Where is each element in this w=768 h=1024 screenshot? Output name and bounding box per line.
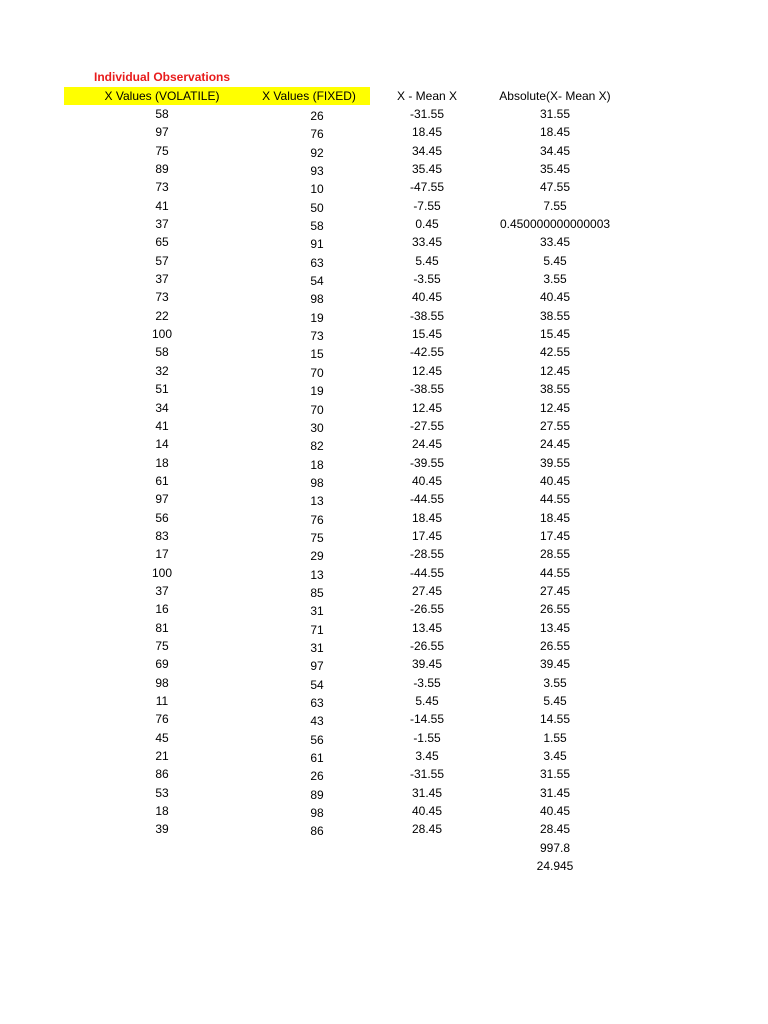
table-row <box>0 454 768 472</box>
table-row <box>0 472 768 490</box>
cell-absolute: 15.45 <box>539 327 571 342</box>
table-body <box>0 105 768 839</box>
table-row <box>0 435 768 453</box>
sheet-title: Individual Observations <box>94 70 231 84</box>
cell-fixed: 18 <box>310 457 324 472</box>
cell-deviation: -26.55 <box>409 638 445 653</box>
cell-deviation: -44.55 <box>409 565 445 580</box>
cell-absolute: 17.45 <box>539 528 571 543</box>
table-row <box>0 582 768 600</box>
cell-absolute: 5.45 <box>543 694 567 708</box>
cell-deviation: 35.45 <box>411 162 443 177</box>
cell-volatile: 97 <box>155 492 169 507</box>
cell-fixed: 98 <box>310 292 324 307</box>
table-row <box>0 564 768 582</box>
cell-deviation: 40.45 <box>411 804 443 819</box>
cell-absolute: 26.55 <box>539 638 571 653</box>
cell-absolute: 31.55 <box>539 107 571 121</box>
cell-fixed: 26 <box>310 109 324 123</box>
table-row <box>0 399 768 417</box>
cell-volatile: 14 <box>155 437 169 452</box>
table-row <box>0 527 768 545</box>
cell-volatile: 37 <box>155 272 169 287</box>
cell-fixed: 19 <box>310 310 324 325</box>
cell-fixed: 10 <box>310 182 324 197</box>
cell-volatile: 73 <box>155 180 169 195</box>
cell-deviation: 40.45 <box>411 290 443 305</box>
table-row <box>0 288 768 306</box>
cell-deviation: 0.45 <box>415 217 439 232</box>
cell-absolute: 31.55 <box>539 767 571 782</box>
table-row <box>0 637 768 655</box>
cell-fixed: 30 <box>310 420 324 435</box>
cell-deviation: 12.45 <box>411 363 443 378</box>
cell-volatile: 51 <box>155 382 169 397</box>
table-row <box>0 509 768 527</box>
cell-absolute: 1.55 <box>543 730 567 745</box>
cell-volatile: 22 <box>155 308 169 323</box>
cell-fixed: 75 <box>310 530 324 545</box>
table-row <box>0 765 768 783</box>
cell-absolute: 39.55 <box>539 455 571 470</box>
table-header-row <box>0 87 768 105</box>
cell-volatile: 56 <box>155 510 169 525</box>
cell-volatile: 100 <box>151 327 173 342</box>
cell-absolute: 3.45 <box>543 749 567 764</box>
cell-volatile: 11 <box>155 694 169 708</box>
table-row <box>0 343 768 361</box>
cell-fixed: 92 <box>310 145 324 160</box>
cell-fixed: 54 <box>310 677 324 692</box>
cell-volatile: 17 <box>155 547 169 562</box>
cell-deviation: 24.45 <box>411 437 443 452</box>
cell-deviation: -28.55 <box>409 547 445 562</box>
cell-fixed: 63 <box>310 255 324 270</box>
cell-fixed: 73 <box>310 329 324 344</box>
table-row <box>0 710 768 728</box>
cell-fixed: 76 <box>310 512 324 527</box>
totals-column <box>482 839 628 876</box>
cell-fixed: 13 <box>310 494 324 509</box>
cell-fixed: 97 <box>310 659 324 674</box>
cell-deviation: -42.55 <box>409 345 445 360</box>
cell-absolute: 12.45 <box>539 400 571 415</box>
cell-fixed: 31 <box>310 640 324 655</box>
cell-deviation: -1.55 <box>413 730 441 745</box>
cell-fixed: 98 <box>310 806 324 821</box>
cell-volatile: 37 <box>155 217 169 232</box>
cell-fixed: 71 <box>310 622 324 637</box>
cell-volatile: 61 <box>155 473 169 488</box>
cell-fixed: 63 <box>310 696 324 710</box>
table-row <box>0 142 768 160</box>
cell-volatile: 32 <box>155 363 169 378</box>
cell-fixed: 70 <box>310 365 324 380</box>
cell-fixed: 86 <box>310 824 324 839</box>
table-row <box>0 178 768 196</box>
table-row <box>0 105 768 123</box>
cell-deviation: 17.45 <box>411 528 443 543</box>
cell-volatile: 18 <box>155 804 169 819</box>
cell-volatile: 75 <box>155 143 169 158</box>
cell-deviation: -38.55 <box>409 382 445 397</box>
table-row <box>0 233 768 251</box>
table-row <box>0 674 768 692</box>
cell-absolute: 27.45 <box>539 583 571 598</box>
cell-deviation: -3.55 <box>413 272 441 287</box>
cell-absolute: 24.45 <box>539 437 571 452</box>
header-absolute: Absolute(X- Mean X) <box>499 89 611 103</box>
cell-fixed: 98 <box>310 475 324 490</box>
cell-volatile: 39 <box>155 822 169 837</box>
cell-fixed: 26 <box>310 769 324 784</box>
cell-absolute: 5.45 <box>543 253 567 268</box>
table-row <box>0 123 768 141</box>
cell-fixed: 29 <box>310 549 324 564</box>
table-row <box>0 729 768 747</box>
table-row <box>0 600 768 618</box>
cell-deviation: 40.45 <box>411 473 443 488</box>
table-row <box>0 784 768 802</box>
cell-absolute: 33.45 <box>539 235 571 250</box>
cell-absolute: 31.45 <box>539 785 571 800</box>
cell-absolute: 26.55 <box>539 602 571 617</box>
cell-volatile: 34 <box>155 400 169 415</box>
cell-volatile: 98 <box>155 675 169 690</box>
table-row <box>0 252 768 270</box>
table-row <box>0 820 768 838</box>
cell-absolute: 40.45 <box>539 804 571 819</box>
cell-volatile: 58 <box>155 345 169 360</box>
table-row <box>0 215 768 233</box>
cell-absolute: 47.55 <box>539 180 571 195</box>
cell-deviation: -3.55 <box>413 675 441 690</box>
cell-volatile: 73 <box>155 290 169 305</box>
cell-absolute: 18.45 <box>539 510 571 525</box>
cell-fixed: 31 <box>310 604 324 619</box>
cell-deviation: -39.55 <box>409 455 445 470</box>
table-row <box>0 380 768 398</box>
total-mean: 24.945 <box>536 859 574 874</box>
cell-volatile: 41 <box>155 198 169 213</box>
cell-volatile: 89 <box>155 162 169 177</box>
cell-absolute: 12.45 <box>539 363 571 378</box>
cell-volatile: 97 <box>155 125 169 140</box>
cell-fixed: 61 <box>310 751 324 766</box>
cell-deviation: 28.45 <box>411 822 443 837</box>
cell-volatile: 83 <box>155 528 169 543</box>
cell-volatile: 75 <box>155 638 169 653</box>
cell-fixed: 91 <box>310 237 324 252</box>
cell-fixed: 13 <box>310 567 324 582</box>
cell-absolute: 34.45 <box>539 143 571 158</box>
cell-deviation: -27.55 <box>409 418 445 433</box>
cell-fixed: 85 <box>310 585 324 600</box>
cell-deviation: 13.45 <box>411 620 443 635</box>
cell-fixed: 43 <box>310 714 324 729</box>
cell-volatile: 16 <box>155 602 169 617</box>
header-fixed: X Values (FIXED) <box>248 87 370 105</box>
cell-deviation: -7.55 <box>413 198 441 213</box>
cell-deviation: -31.55 <box>409 767 445 782</box>
cell-absolute: 42.55 <box>539 345 571 360</box>
cell-fixed: 50 <box>310 200 324 215</box>
cell-volatile: 81 <box>155 620 169 635</box>
table-row <box>0 619 768 637</box>
cell-volatile: 86 <box>155 767 169 782</box>
cell-deviation: 5.45 <box>415 694 439 708</box>
cell-deviation: -31.55 <box>409 107 445 121</box>
cell-absolute: 40.45 <box>539 473 571 488</box>
cell-deviation: 18.45 <box>411 510 443 525</box>
table-row <box>0 362 768 380</box>
cell-deviation: 12.45 <box>411 400 443 415</box>
cell-deviation: 39.45 <box>411 657 443 672</box>
table-row <box>0 692 768 710</box>
cell-fixed: 89 <box>310 787 324 802</box>
cell-absolute: 14.55 <box>539 712 571 727</box>
table-row <box>0 490 768 508</box>
cell-absolute: 3.55 <box>543 272 567 287</box>
cell-deviation: -47.55 <box>409 180 445 195</box>
cell-absolute: 40.45 <box>539 290 571 305</box>
table-row <box>0 655 768 673</box>
cell-absolute: 27.55 <box>539 418 571 433</box>
cell-deviation: 18.45 <box>411 125 443 140</box>
cell-fixed: 54 <box>310 274 324 289</box>
table-row <box>0 270 768 288</box>
cell-fixed: 19 <box>310 384 324 399</box>
table-row <box>0 545 768 563</box>
table-row <box>0 802 768 820</box>
cell-absolute: 0.450000000000003 <box>499 217 611 232</box>
table-row <box>0 160 768 178</box>
cell-fixed: 15 <box>310 347 324 362</box>
cell-absolute: 3.55 <box>543 675 567 690</box>
cell-fixed: 82 <box>310 439 324 454</box>
cell-volatile: 41 <box>155 418 169 433</box>
cell-volatile: 45 <box>155 730 169 745</box>
cell-volatile: 69 <box>155 657 169 672</box>
cell-absolute: 18.45 <box>539 125 571 140</box>
cell-absolute: 13.45 <box>539 620 571 635</box>
header-volatile: X Values (VOLATILE) <box>64 87 260 105</box>
cell-absolute: 38.55 <box>539 382 571 397</box>
cell-fixed: 58 <box>310 219 324 234</box>
cell-absolute: 7.55 <box>543 198 567 213</box>
cell-fixed: 56 <box>310 732 324 747</box>
cell-deviation: -26.55 <box>409 602 445 617</box>
table-row <box>0 325 768 343</box>
cell-deviation: 5.45 <box>415 253 439 268</box>
cell-absolute: 28.55 <box>539 547 571 562</box>
cell-deviation: -38.55 <box>409 308 445 323</box>
cell-absolute: 28.45 <box>539 822 571 837</box>
cell-volatile: 76 <box>155 712 169 727</box>
cell-volatile: 57 <box>155 253 169 268</box>
cell-absolute: 44.55 <box>539 565 571 580</box>
cell-deviation: 31.45 <box>411 785 443 800</box>
total-sum: 997.8 <box>539 841 571 855</box>
cell-absolute: 39.45 <box>539 657 571 672</box>
cell-fixed: 93 <box>310 164 324 179</box>
cell-volatile: 18 <box>155 455 169 470</box>
cell-fixed: 70 <box>310 402 324 417</box>
cell-deviation: 3.45 <box>415 749 439 764</box>
cell-volatile: 100 <box>151 565 173 580</box>
cell-deviation: 33.45 <box>411 235 443 250</box>
cell-deviation: 15.45 <box>411 327 443 342</box>
cell-deviation: -44.55 <box>409 492 445 507</box>
cell-volatile: 58 <box>155 107 169 121</box>
cell-volatile: 65 <box>155 235 169 250</box>
cell-deviation: 34.45 <box>411 143 443 158</box>
cell-volatile: 21 <box>155 749 169 764</box>
table-row <box>0 307 768 325</box>
cell-volatile: 53 <box>155 785 169 800</box>
cell-absolute: 38.55 <box>539 308 571 323</box>
cell-deviation: -14.55 <box>409 712 445 727</box>
cell-absolute: 35.45 <box>539 162 571 177</box>
header-deviation: X - Mean X <box>396 89 458 103</box>
cell-volatile: 37 <box>155 583 169 598</box>
cell-fixed: 76 <box>310 127 324 142</box>
cell-absolute: 44.55 <box>539 492 571 507</box>
table-row <box>0 747 768 765</box>
table-row <box>0 197 768 215</box>
cell-deviation: 27.45 <box>411 583 443 598</box>
table-row <box>0 417 768 435</box>
